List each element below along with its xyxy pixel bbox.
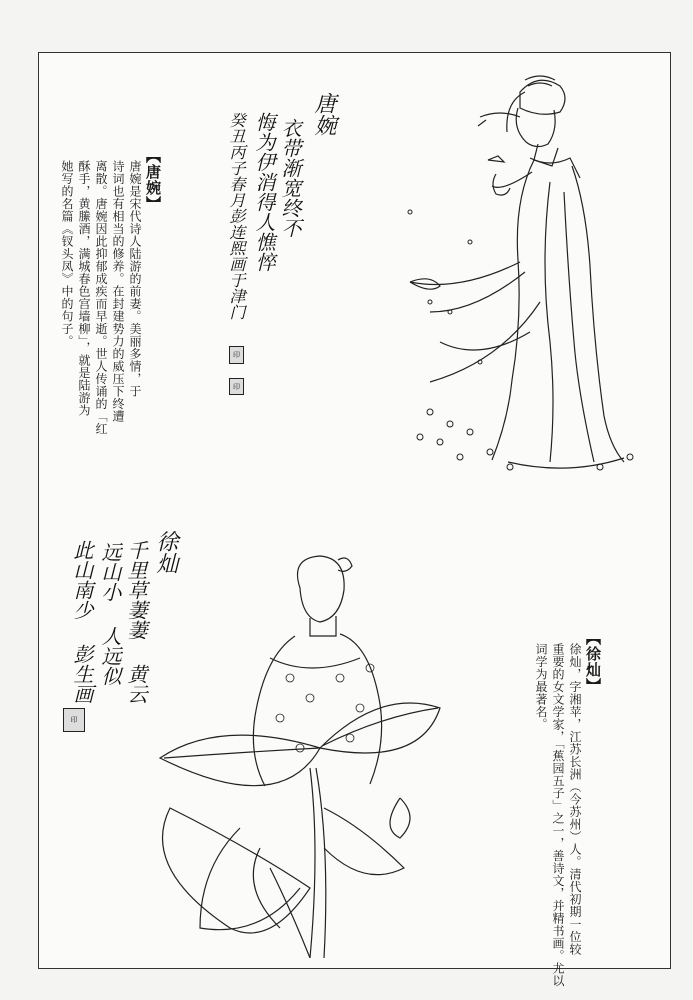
tang-wan-body-line-1: 唐婉是宋代诗人陆游的前妻。美丽多情，于 (128, 160, 142, 398)
tang-wan-calligraphy-1: 唐婉 (311, 92, 336, 136)
tang-wan-title: 【唐婉】 (144, 148, 162, 212)
banana-leaf-illustration (150, 548, 470, 958)
xu-can-calligraphy-4: 此山南少 彭生画 (70, 540, 94, 704)
tang-wan-calligraphy-3: 悔为伊消得人憔悴 (252, 112, 276, 272)
xu-can-calligraphy-1: 徐灿 (153, 530, 178, 574)
seal-stamp-icon: 印 (229, 378, 244, 395)
tang-wan-body-line-2: 诗词也有相当的修养。在封建势力的威压下终遭 (111, 160, 125, 423)
xu-can-body-line-2: 重要的女文学家，「蕉园五子」之一，善诗文，并精书画。尤以 (551, 643, 565, 987)
seal-stamp-icon: 印 (229, 346, 244, 364)
tang-wan-body-line-5: 她写的名篇《钗头凤》中的句子。 (60, 160, 74, 348)
tang-wan-calligraphy-2: 衣带渐宽终不 (278, 118, 302, 238)
tang-wan-body-line-3: 离散。唐婉因此抑郁成疾而早逝。世人传诵的「红 (94, 160, 108, 435)
xu-can-body-line-3: 词学为最著名。 (534, 643, 548, 731)
tang-wan-calligraphy-4: 癸丑丙子春月彭连熙画于津门 (227, 112, 246, 320)
xu-can-body-line-1: 徐灿，字湘苹，江苏长洲（今苏州）人。清代初期一位较 (568, 643, 582, 956)
tang-wan-body-line-4: 酥手，黄縢酒，满城春色宫墙柳」，就是陆游为 (77, 160, 91, 417)
xu-can-calligraphy-3: 远山小 人远似 (98, 542, 122, 686)
woman-figure-illustration (400, 62, 650, 482)
xu-can-calligraphy-2: 千里草萋萋 黄云 (124, 540, 148, 704)
seal-stamp-icon: 印 (63, 708, 85, 732)
xu-can-title: 【徐灿】 (584, 630, 602, 694)
